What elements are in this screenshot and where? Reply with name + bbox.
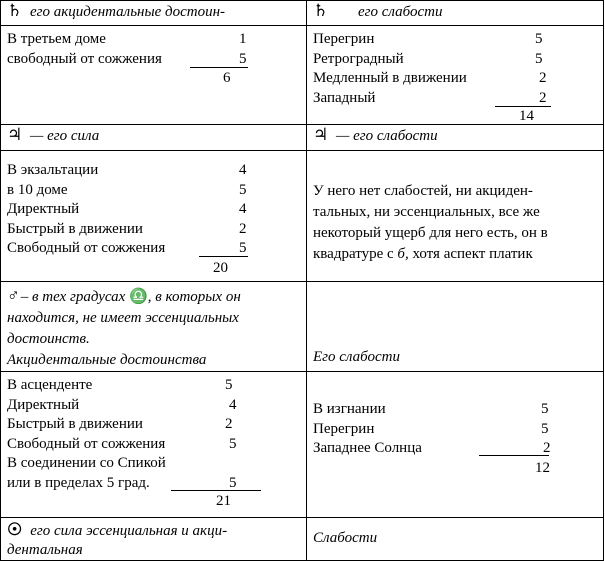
strength-total: 6 — [223, 70, 231, 86]
item-label: В экзальтации — [7, 162, 99, 178]
sum-underline — [479, 438, 549, 456]
jupiter-symbol-right: ♃ — [313, 125, 329, 144]
jupiter-weakness-header — [307, 125, 604, 151]
list-item — [313, 399, 597, 419]
sun-weakness-header — [307, 518, 604, 561]
item-label: В соединении со Спикой — [7, 455, 166, 471]
mars-header-line: Акцидентальные достоинства — [7, 352, 207, 368]
weakness-text-line — [313, 244, 597, 265]
item-value: 2 — [539, 70, 547, 86]
total-row — [7, 259, 300, 279]
libra-symbol: ♎ — [129, 289, 148, 305]
item-label: Перегрин — [313, 420, 375, 437]
item-label: Директный — [7, 201, 80, 217]
item-label: Свободный от сожжения — [7, 240, 166, 256]
item-value: 2 — [539, 89, 547, 106]
item-value: 5 — [229, 474, 237, 491]
item-label: Свободный от сожжения — [7, 435, 166, 452]
mars-header-line — [7, 285, 300, 308]
item-label: Быстрый в движении — [7, 416, 143, 432]
item-label: В асценденте — [7, 377, 93, 393]
weakness-text-part: квадратуре с — [313, 246, 394, 262]
list-item — [7, 375, 300, 395]
item-value: 2 — [543, 440, 551, 456]
saturn-body-row — [1, 26, 604, 125]
list-item — [313, 30, 597, 50]
weakness-total: 14 — [519, 108, 534, 124]
item-value: 5 — [239, 240, 247, 256]
sun-symbol: ☉ — [7, 520, 23, 539]
item-label: в 10 доме — [7, 181, 68, 198]
mars-strength-header — [1, 282, 307, 372]
total-row — [7, 69, 300, 89]
mars-header-row — [1, 282, 604, 372]
list-item — [7, 50, 300, 70]
jupiter-strength-title: — его сила — [30, 128, 100, 144]
jupiter-weakness-title: — его слабости — [336, 128, 438, 144]
saturn-header-row — [1, 1, 604, 26]
saturn-strength-title: его акцидентальные достоин- — [30, 4, 226, 20]
item-value: 5 — [225, 377, 233, 393]
item-value: 2 — [239, 220, 247, 237]
list-item — [313, 89, 597, 109]
sun-header-text: его сила эссенциальная и акци- — [30, 523, 228, 539]
mars-weakness-title: Его слабости — [313, 348, 400, 365]
mars-strength-cell — [1, 372, 307, 518]
list-item — [7, 473, 300, 493]
mars-header-text: , в которых он — [147, 289, 241, 305]
total-row — [7, 492, 300, 510]
item-value: 5 — [541, 420, 549, 437]
jupiter-body-row — [1, 151, 604, 282]
item-label: Директный — [7, 396, 80, 413]
mars-weakness-header — [307, 282, 604, 372]
item-value: 1 — [239, 31, 247, 47]
item-value: 5 — [239, 50, 247, 67]
jupiter-strength-cell — [1, 151, 307, 282]
saturn-weakness-cell — [307, 26, 604, 125]
sun-strength-header — [1, 518, 307, 561]
saturn-strength-cell — [1, 26, 307, 125]
mars-weakness-cell — [307, 372, 604, 518]
jupiter-header-row — [1, 125, 604, 151]
list-item — [7, 200, 300, 220]
item-label: Быстрый в движении — [7, 220, 143, 237]
item-value: 4 — [239, 201, 247, 217]
item-label: Перегрин — [313, 31, 375, 47]
item-label: Медленный в движении — [313, 70, 467, 86]
weakness-text-part: хотя аспект платик — [412, 246, 533, 262]
list-item — [7, 414, 300, 434]
item-value: 4 — [239, 162, 247, 178]
list-item — [7, 220, 300, 240]
saturn-strength-header — [1, 1, 307, 26]
item-value: 2 — [225, 416, 233, 432]
sun-weakness-title: Слабости — [313, 530, 378, 547]
mars-symbol: ♂ — [7, 286, 20, 305]
weakness-text-line: тальных, ни эссенциальных, все же — [313, 204, 540, 220]
sun-header-line: дентальная — [7, 542, 83, 558]
list-item — [7, 161, 300, 181]
weakness-text-line: некоторый ущерб для него есть, он в — [313, 225, 548, 241]
list-item — [7, 239, 300, 259]
list-item — [7, 181, 300, 201]
weakness-text-line: У него нет слабостей, ни акциден- — [313, 183, 533, 199]
total-row — [313, 108, 597, 124]
jupiter-strength-header — [1, 125, 307, 151]
mars-header-line: находится, не имеет эссенциальных — [7, 310, 239, 326]
list-item — [313, 419, 597, 439]
item-value: 5 — [535, 50, 543, 67]
mars-header-text: – в тех градусах — [20, 289, 126, 305]
list-item — [7, 453, 300, 473]
item-value: 5 — [239, 181, 247, 198]
list-item — [7, 395, 300, 415]
list-item — [313, 50, 597, 70]
list-item — [7, 434, 300, 454]
item-label: свободный от сожжения — [7, 50, 162, 67]
sun-header-row — [1, 518, 604, 561]
weakness-total: 12 — [535, 459, 550, 476]
saturn-symbol-right: ♄ — [313, 1, 329, 20]
sum-underline — [171, 473, 261, 491]
strength-total: 21 — [216, 493, 231, 509]
total-row — [313, 458, 597, 478]
item-value: 5 — [535, 31, 543, 47]
item-value: 4 — [229, 396, 237, 413]
list-item — [313, 438, 597, 458]
weakness-text-italic: б, — [397, 246, 409, 262]
item-label: или в пределах 5 град. — [7, 474, 150, 491]
item-label: Западный — [313, 89, 376, 106]
mars-body-row — [1, 372, 604, 518]
item-value: 5 — [541, 401, 549, 417]
mars-header-line: достоинств. — [7, 331, 90, 347]
item-value: 5 — [229, 435, 237, 452]
jupiter-weakness-cell — [307, 151, 604, 282]
item-label: Западнее Солнца — [313, 440, 422, 456]
list-item — [7, 30, 300, 50]
strength-total: 20 — [213, 259, 228, 276]
sun-header-line — [7, 520, 300, 541]
item-label: Ретроградный — [313, 50, 404, 67]
saturn-weakness-header — [307, 1, 604, 26]
jupiter-symbol: ♃ — [7, 125, 23, 144]
saturn-weakness-title: его слабости — [358, 4, 443, 20]
item-label: В изгнании — [313, 401, 386, 417]
list-item — [313, 69, 597, 89]
saturn-symbol: ♄ — [7, 1, 23, 20]
item-label: В третьем доме — [7, 31, 106, 47]
